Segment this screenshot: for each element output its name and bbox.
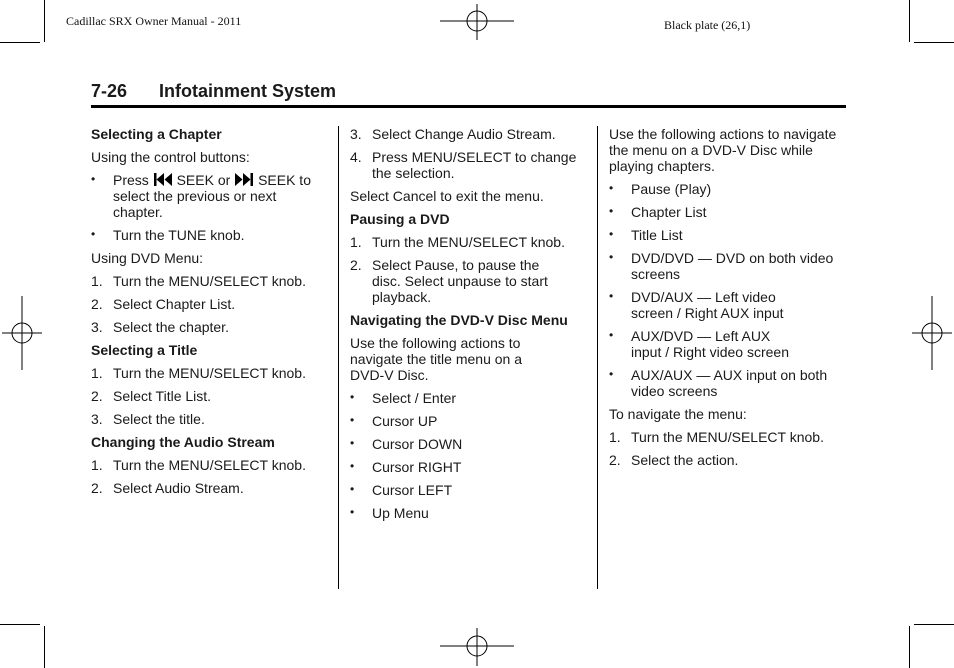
step-number: 2. [91,296,103,312]
bullet-marker: • [350,482,355,496]
text: DVD/DVD — DVD on both video screens [631,250,834,282]
crop-mark [909,0,910,42]
step-item [91,457,326,473]
text: Select Pause, to pause the disc. Select unpause to start playback. [372,257,548,305]
bullet-marker: • [609,181,614,195]
list-item [609,289,849,321]
step-number: 3. [91,319,103,335]
column-1 [91,126,326,503]
paragraph: Use the following actions to navigate the menu on a DVD-V Disc while playing chapters. [609,126,837,174]
registration-mark-top [440,4,514,40]
step-number: 2. [91,480,103,496]
section-heading-title: Selecting a Title [91,342,198,358]
paragraph: Using DVD Menu: [91,250,204,266]
text: Cursor RIGHT [372,459,462,475]
list-item [350,413,590,429]
step-item [91,411,326,427]
crop-mark [914,42,954,43]
paragraph: Use the following actions to navigate the title menu on a DVD-V Disc. [350,335,523,383]
step-number: 2. [91,388,103,404]
step-number: 1. [91,457,103,473]
list-item [91,227,326,243]
list-item [350,459,590,475]
step-item [91,296,326,312]
step-item [350,149,590,181]
text: Cursor DOWN [372,436,463,452]
bullet-marker: • [350,436,355,450]
step-item [91,388,326,404]
column-2 [350,126,590,528]
text: Up Menu [372,505,429,521]
text: Press MENU/SELECT to change the selection. [372,149,577,181]
step-item [91,273,326,289]
seek-previous-icon [153,172,173,187]
step-number: 3. [91,411,103,427]
text: Pause (Play) [631,181,712,197]
crop-mark [44,0,45,42]
registration-mark-right [912,296,952,370]
text: Select Chapter List. [113,296,236,312]
list-item [91,172,326,220]
text: Press [113,172,149,188]
list-item [350,390,590,406]
list-item [609,250,849,282]
bullet-marker: • [609,289,614,303]
text: Cursor UP [372,413,438,429]
section-heading-pause: Pausing a DVD [350,211,450,227]
step-number: 1. [91,273,103,289]
page-header [91,79,846,108]
list-item [350,505,590,521]
bullet-marker: • [609,367,614,381]
page-number: 7-26 [91,81,128,101]
crop-mark [0,42,40,43]
list-item [609,204,849,220]
paragraph: To navigate the menu: [609,406,747,422]
registration-mark-bottom [440,628,514,666]
crop-mark [0,624,40,625]
crop-mark [914,624,954,625]
bullet-marker: • [350,459,355,473]
section-heading-navigate: Navigating the DVD-V Disc Menu [350,312,568,328]
column-divider [338,126,339,589]
paragraph: Select Cancel to exit the menu. [350,188,544,204]
print-header-left: Cadillac SRX Owner Manual - 2011 [66,14,242,28]
text: Chapter List [631,204,707,220]
text: AUX/AUX — AUX input on both video screens [631,367,828,399]
list-item [609,367,849,399]
text: DVD/AUX — Left video screen / Right AUX input [631,289,784,321]
text: Select / Enter [372,390,457,406]
step-number: 1. [91,365,103,381]
step-number: 1. [609,429,621,445]
page-title: Infotainment System [159,81,337,101]
text: AUX/DVD — Left AUX input / Right video screen [631,328,789,360]
step-number: 2. [350,257,362,273]
bullet-marker: • [91,227,96,241]
bullet-marker: • [350,390,355,404]
bullet-marker: • [609,204,614,218]
bullet-marker: • [350,505,355,519]
text: Select Title List. [113,388,212,404]
bullet-marker: • [609,328,614,342]
text: Select the action. [631,452,739,468]
section-heading-chapter: Selecting a Chapter [91,126,222,142]
step-item [609,452,849,468]
text: Turn the MENU/SELECT knob. [372,234,565,250]
crop-mark [909,626,910,668]
text: Select the chapter. [113,319,229,335]
bullet-marker: • [350,413,355,427]
bullet-marker: • [609,250,614,264]
step-item [91,365,326,381]
column-divider [597,126,598,589]
text: select the previous or next chapter. [113,188,277,220]
section-heading-audio: Changing the Audio Stream [91,434,275,450]
print-header-right: Black plate (26,1) [664,18,751,32]
step-item [350,126,590,142]
text: Cursor LEFT [372,482,453,498]
list-item [350,436,590,452]
text: Title List [631,227,683,243]
step-number: 3. [350,126,362,142]
step-item [350,257,590,305]
list-item [609,181,849,197]
crop-mark [44,626,45,668]
step-item [91,480,326,496]
bullet-marker: • [91,172,96,186]
text: Turn the MENU/SELECT knob. [113,457,306,473]
text: Turn the MENU/SELECT knob. [631,429,824,445]
text: SEEK or [176,172,231,188]
text: Turn the TUNE knob. [113,227,245,243]
text: SEEK to [258,172,311,188]
list-item [609,227,849,243]
text: Select the title. [113,411,205,427]
paragraph: Using the control buttons: [91,149,250,165]
text: Select Audio Stream. [113,480,244,496]
text: Turn the MENU/SELECT knob. [113,365,306,381]
step-item [609,429,849,445]
step-item [350,234,590,250]
seek-next-icon [234,172,254,187]
column-3 [609,126,849,475]
step-number: 2. [609,452,621,468]
text: Select Change Audio Stream. [372,126,556,142]
list-item [350,482,590,498]
list-item [609,328,849,360]
text: Turn the MENU/SELECT knob. [113,273,306,289]
step-item [91,319,326,335]
registration-mark-left [2,296,42,370]
step-number: 1. [350,234,362,250]
step-number: 4. [350,149,362,165]
bullet-marker: • [609,227,614,241]
